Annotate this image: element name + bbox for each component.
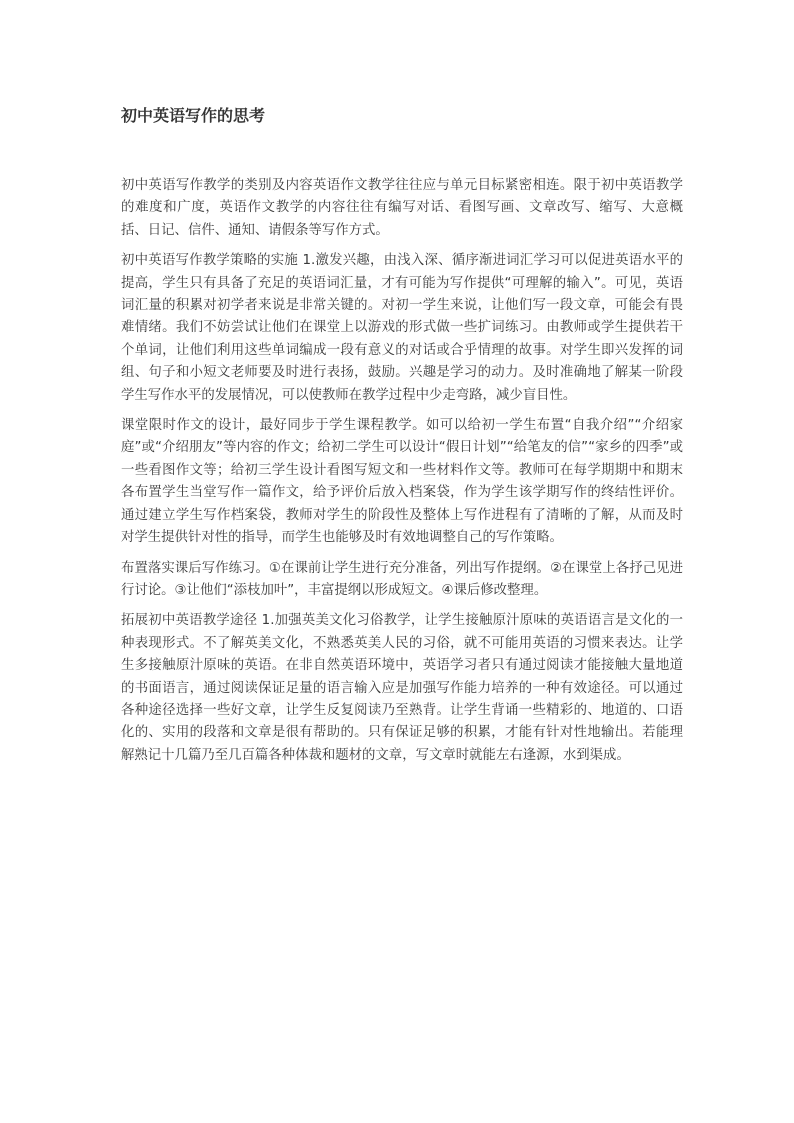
paragraph-3: 课堂限时作文的设计，最好同步于学生课程教学。如可以给初一学生布置“自我介绍”“介绍家庭”或“介绍朋友”等内容的作文；给初二学生可以设计“假日计划”“给笔友的信”“家乡的四季”或一些看图作文等；给初三学生设计看图写短文和一些材料作文等。教师可在每学期期中和期末各布置学生当堂写作一篇作文，给予评价后放入档案袋，作为学生该学期写作的终结性评价。通过建立学生写作档案袋，教师对学生的阶段性及整体上写作进程有了清晰的了解，从而及时对学生提供针对性的指导，而学生也能够及时有效地调整自己的写作策略。: [121, 418, 683, 546]
document-body: [121, 175, 683, 775]
document-title: 初中英语写作的思考: [121, 106, 266, 125]
paragraph-1: 初中英语写作教学的类别及内容英语作文教学往往应与单元目标紧密相连。限于初中英语教学的难度和广度，英语作文教学的内容往往有编写对话、看图写画、文章改写、缩写、大意概括、日记、信件、通知、请假条等写作方式。: [121, 178, 683, 238]
paragraph-2: 初中英语写作教学策略的实施 1.激发兴趣，由浅入深、循序渐进词汇学习可以促进英语水平的提高，学生只有具备了充足的英语词汇量，才有可能为写作提供“可理解的输入”。可见，英语词汇量的积累对初学者来说是非常关键的。对初一学生来说，让他们写一段文章，可能会有畏难情绪。我们不妨尝试让他们在课堂上以游戏的形式做一些扩词练习。由教师或学生提供若干个单词，让他们利用这些单词编成一段有意义的对话或合乎情理的故事。对学生即兴发挥的词组、句子和小短文老师要及时进行表扬，鼓励。兴趣是学习的动力。及时准确地了解某一阶段学生写作水平的发展情况，可以使教师在教学过程中少走弯路，减少盲目性。: [121, 253, 683, 403]
paragraph-4: 布置落实课后写作练习。①在课前让学生进行充分准备，列出写作提纲。②在课堂上各抒己见进行讨论。③让他们“添枝加叶”，丰富提纲以形成短文。④课后修改整理。: [121, 560, 683, 598]
paragraph-5: 拓展初中英语教学途径 1.加强英美文化习俗教学，让学生接触原汁原味的英语语言是文化的一种表现形式。不了解英美文化，不熟悉英美人民的习俗，就不可能用英语的习惯来表达。让学生多接触原汁原味的英语。在非自然英语环境中，英语学习者只有通过阅读才能接触大量地道的书面语言，通过阅读保证足量的语言输入应是加强写作能力培养的一种有效途径。可以通过各种途径选择一些好文章，让学生反复阅读乃至熟背。让学生背诵一些精彩的、地道的、口语化的、实用的段落和文章是很有帮助的。只有保证足够的积累，才能有针对性地输出。若能理解熟记十几篇乃至几百篇各种体裁和题材的文章，写文章时就能左右逢源，水到渠成。: [121, 613, 683, 763]
